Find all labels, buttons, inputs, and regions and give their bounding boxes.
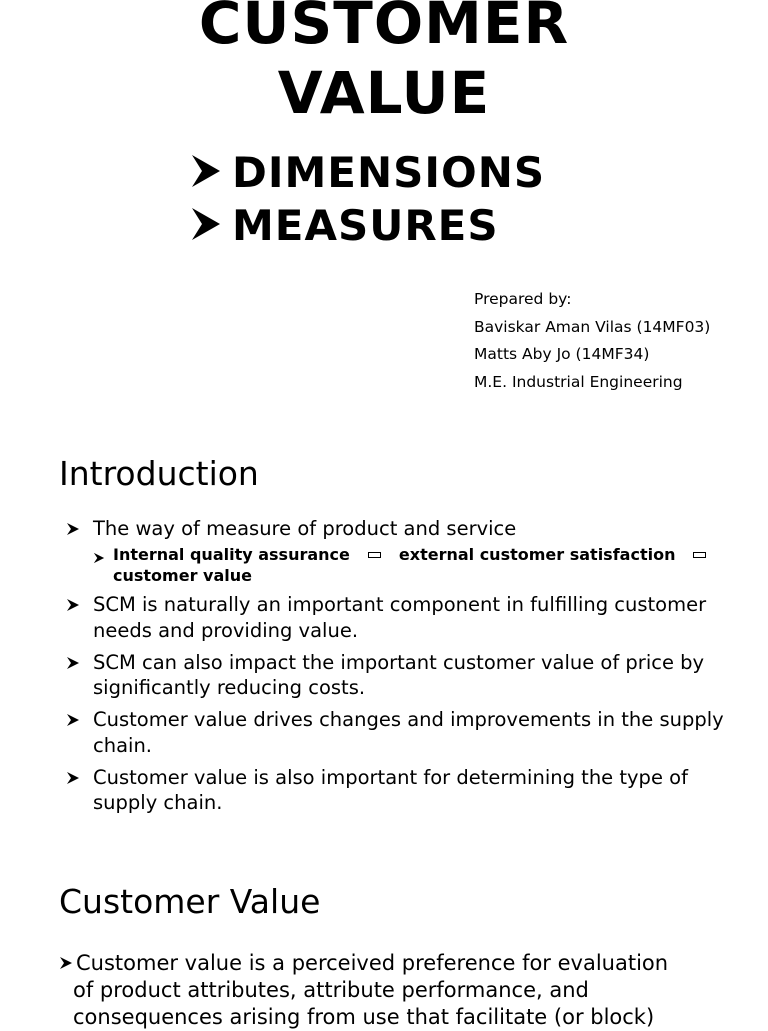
topic-label: DIMENSIONS (232, 148, 546, 197)
title-line-1: CUSTOMER (198, 0, 570, 57)
topic-list (190, 146, 545, 252)
bullet-text: Customer value is also important for determining the type of supply chain. (93, 765, 688, 814)
list-item (66, 650, 726, 701)
topic-item-dimensions (190, 146, 545, 199)
sub-bullet-text (113, 544, 726, 586)
prepared-by-label: Prepared by: (474, 290, 572, 308)
topic-item-measures (190, 199, 545, 252)
bullet-text: SCM can also impact the important customer value of price by significantly reducing costs. (93, 650, 705, 699)
list-item (66, 516, 726, 542)
sub-part-1: Internal quality assurance (113, 545, 350, 564)
bullet-text: The way of measure of product and service (93, 517, 517, 540)
author-2: Matts Aby Jo (14MF34) (474, 345, 650, 363)
bullet-text: Customer value drives changes and improvements in the supply chain. (93, 708, 724, 757)
paragraph-line-1 (59, 950, 719, 977)
paragraph-line-3: consequences arising from use that facilitate (or block) (73, 1005, 655, 1029)
box-symbol-icon (693, 552, 706, 558)
sub-list-item (93, 544, 726, 586)
box-symbol-icon (368, 552, 381, 558)
arrow-bullet-icon (59, 950, 76, 977)
topic-label: MEASURES (232, 201, 499, 250)
paragraph-text: Customer value is a perceived preference for evaluation (76, 951, 669, 975)
arrow-bullet-icon (66, 650, 93, 701)
program-name: M.E. Industrial Engineering (474, 372, 683, 391)
slide-heading: Introduction (59, 454, 259, 493)
arrow-bullet-icon (66, 707, 93, 758)
arrow-bullet-icon (66, 592, 93, 643)
introduction-slide (0, 440, 768, 860)
arrow-bullet-icon (66, 765, 93, 816)
author-1: Baviskar Aman Vilas (14MF03) (474, 317, 711, 336)
arrow-bullet-icon (190, 153, 232, 193)
arrow-bullet-icon (190, 206, 232, 246)
title-slide (0, 0, 768, 430)
slide-heading: Customer Value (59, 882, 321, 921)
sub-part-3: customer value (113, 566, 252, 585)
arrow-bullet-icon (66, 516, 93, 542)
paragraph-line-2: of product attributes, attribute performance, and (73, 978, 589, 1002)
list-item (66, 592, 726, 643)
intro-bullet-list (66, 516, 726, 822)
list-item (66, 707, 726, 758)
sub-part-2: external customer satisfaction (398, 545, 676, 564)
bullet-text: SCM is naturally an important component in fulfilling customer needs and providing value. (93, 593, 707, 642)
arrow-bullet-icon (93, 544, 113, 586)
title-line-2: VALUE (277, 59, 491, 127)
customer-value-slide (0, 870, 768, 1029)
prepared-by-block (474, 288, 710, 398)
list-item (66, 765, 726, 816)
definition-paragraph (59, 950, 719, 1031)
